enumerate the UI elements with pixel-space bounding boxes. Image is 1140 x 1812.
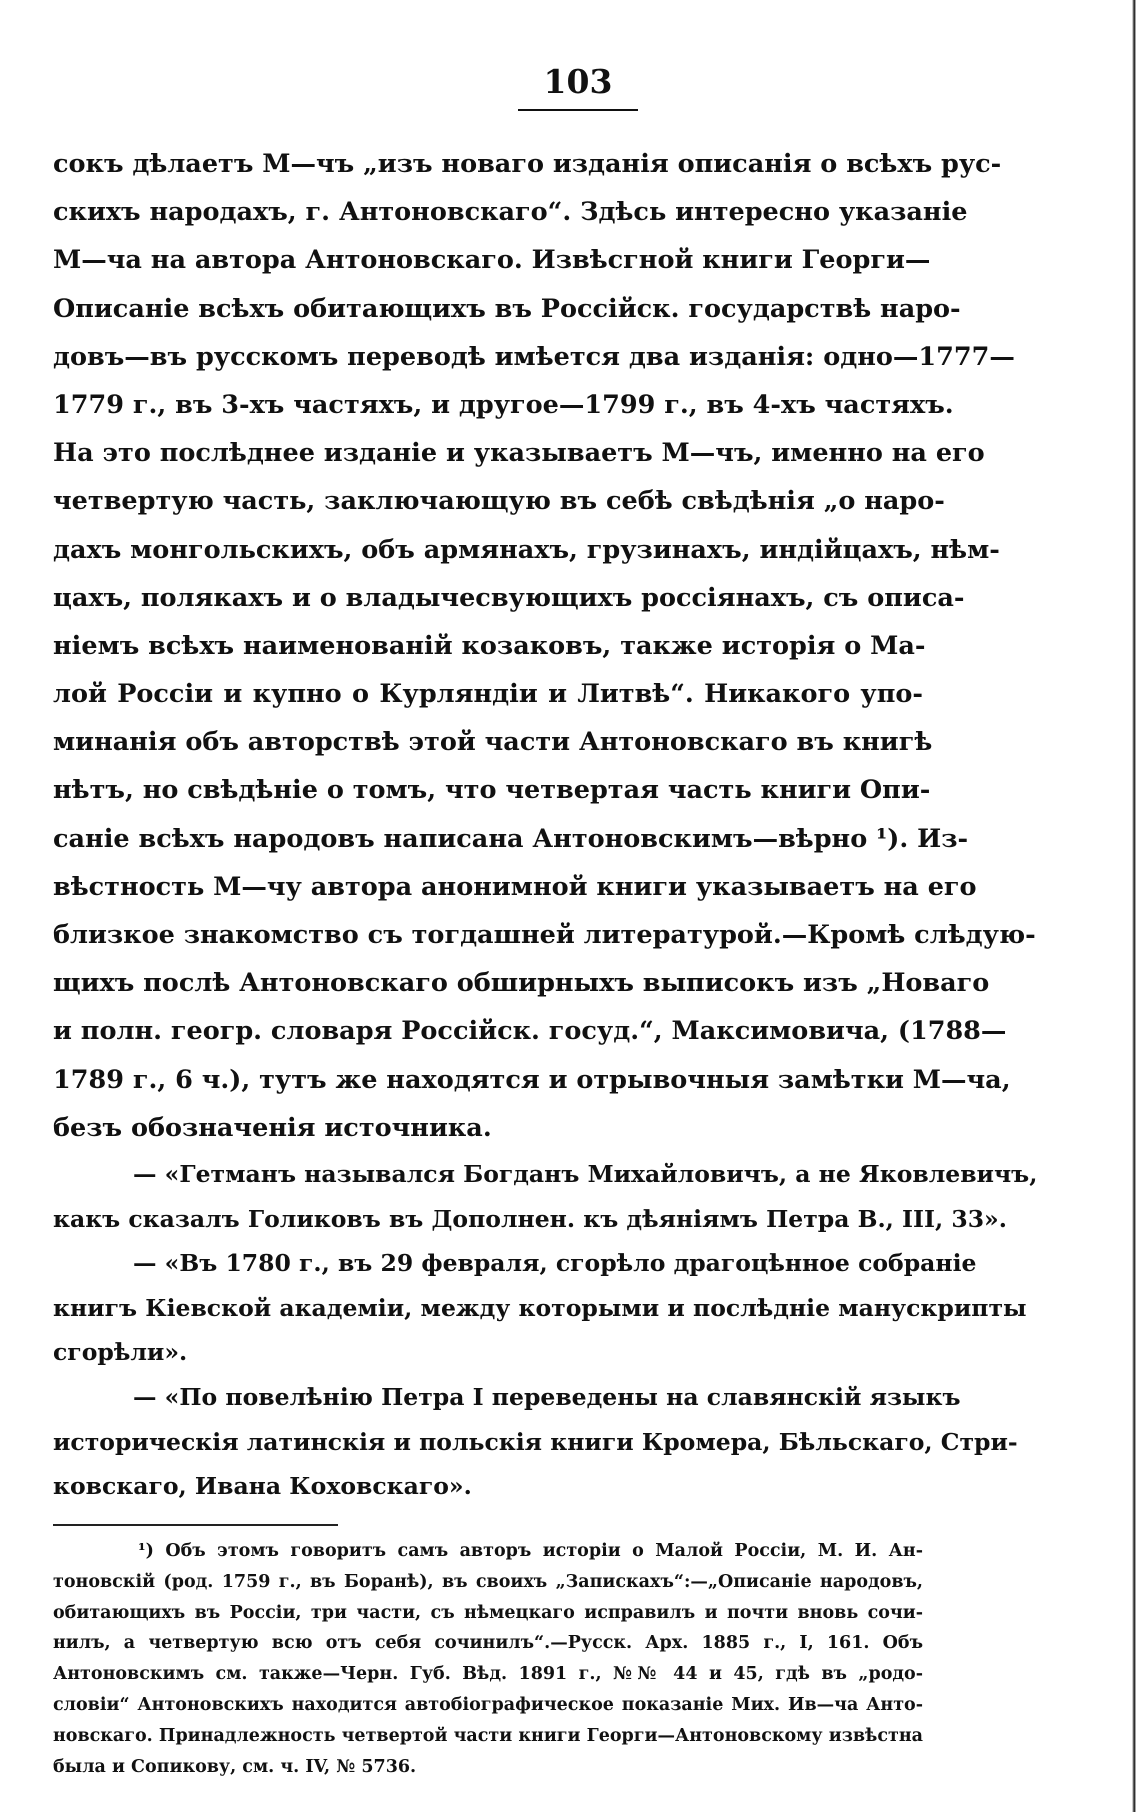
footnote-line: нилъ, а четвертую всю отъ себя сочинилъ“.—Русск. Арх. 1885 г., I, 161. Объ xyxy=(53,1633,923,1654)
footnote-line: словіи“ Антоновскихъ находится автобіографическое показаніе Мих. Ив—ча Анто- xyxy=(53,1694,923,1715)
text-line: 1789 г., 6 ч.), тутъ же находятся и отрывочныя замѣтки М—ча, xyxy=(53,1064,1011,1095)
text-line: вѣстность М—чу автора анонимной книги указываетъ на его xyxy=(53,871,977,902)
text-line: близкое знакомство съ тогдашней литературой.—Кромѣ слѣдую- xyxy=(53,920,1036,950)
quote-line: — «По повелѣнію Петра I переведены на славянскій языкъ xyxy=(133,1382,961,1411)
text-line: нѣтъ, но свѣдѣніе о томъ, что четвертая часть книги Опи- xyxy=(53,775,931,806)
quote-line: книгъ Кіевской академіи, между которыми и послѣдніе манускрипты xyxy=(53,1293,1027,1322)
footnote-line: ¹) Объ этомъ говоритъ самъ авторъ исторіи о Малой Россіи, М. И. Ан- xyxy=(138,1541,923,1561)
text-line: довъ—въ русскомъ переводѣ имѣется два изданія: одно—1777— xyxy=(53,341,1015,372)
text-line: ніемъ всѣхъ наименованій козаковъ, также исторія о Ма- xyxy=(53,630,926,661)
text-line: лой Россіи и купно о Курляндіи и Литвѣ“. Никакого упо- xyxy=(53,679,923,710)
footnote-line: новскаго. Принадлежность четвертой части книги Георги—Антоновскому извѣстна xyxy=(53,1725,923,1746)
text-line: цахъ, полякахъ и о владычесвующихъ россіянахъ, съ описа- xyxy=(53,582,965,613)
text-line: 1779 г., въ 3-хъ частяхъ, и другое—1799 г., въ 4-хъ частяхъ. xyxy=(53,389,954,420)
text-line: щихъ послѣ Антоновскаго обширныхъ выписокъ изъ „Новаго xyxy=(53,968,990,999)
text-line: Описаніе всѣхъ обитающихъ въ Россійск. государствѣ наро- xyxy=(53,293,961,324)
footnote-divider xyxy=(53,1524,338,1526)
text-line: сокъ дѣлаетъ М—чъ „изъ новаго изданія описанія о всѣхъ рус- xyxy=(53,149,1002,179)
page-number: 103 xyxy=(0,62,1140,111)
footnote-line: была и Сопикову, см. ч. IV, № 5736. xyxy=(53,1756,417,1777)
text-line: М—ча на автора Антоновскаго. Извѣсгной книги Георги— xyxy=(53,245,931,276)
quotes-block xyxy=(53,1152,1038,1509)
text-line: скихъ народахъ, г. Антоновскаго“. Здѣсь интересно указаніе xyxy=(53,197,968,228)
text-line: дахъ монгольскихъ, объ армянахъ, грузинахъ, индійцахъ, нѣм- xyxy=(53,534,1000,565)
text-line: безъ обозначенія источника. xyxy=(53,1112,492,1143)
main-text xyxy=(53,140,1038,1509)
page-edge-shadow xyxy=(1132,0,1136,1812)
text-line: саніе всѣхъ народовъ написана Антоновскимъ—вѣрно ¹). Из- xyxy=(53,823,969,854)
footnotes xyxy=(53,1536,923,1782)
text-line: минанія объ авторствѣ этой части Антоновскаго въ книгѣ xyxy=(53,727,933,758)
quote-line: историческія латинскія и польскія книги Кромера, Бѣльскаго, Стри- xyxy=(53,1427,1018,1456)
quote-line: сгорѣли». xyxy=(53,1338,188,1367)
quote-line: ковскаго, Ивана Коховскаго». xyxy=(53,1472,472,1501)
footnote-line: тоновскій (род. 1759 г., въ Боранѣ), въ своихъ „Запискахъ“:—„Описаніе народовъ, xyxy=(53,1571,923,1592)
text-line: четвертую часть, заключающую въ себѣ свѣдѣнія „о наро- xyxy=(53,486,945,517)
text-line: и полн. геогр. словаря Россійск. госуд.“, Максимовича, (1788— xyxy=(53,1016,1007,1047)
quote-line: — «Гетманъ назывался Богданъ Михайловичъ, а не Яковлевичъ, xyxy=(133,1159,1038,1188)
footnote-line: обитающихъ въ Россіи, три части, съ нѣмецкаго исправилъ и почти вновь сочи- xyxy=(53,1602,923,1623)
quote-line: какъ сказалъ Голиковъ въ Дополнен. къ дѣяніямъ Петра В., III, 33». xyxy=(53,1204,1007,1233)
footnote-line: Антоновскимъ см. также—Черн. Губ. Вѣд. 1891 г., №№ 44 и 45, гдѣ въ „родо- xyxy=(53,1664,923,1685)
text-line: На это послѣднее изданіе и указываетъ М—чъ, именно на его xyxy=(53,438,985,469)
quote-line: — «Въ 1780 г., въ 29 февраля, сгорѣло драгоцѣнное собраніе xyxy=(133,1249,977,1278)
